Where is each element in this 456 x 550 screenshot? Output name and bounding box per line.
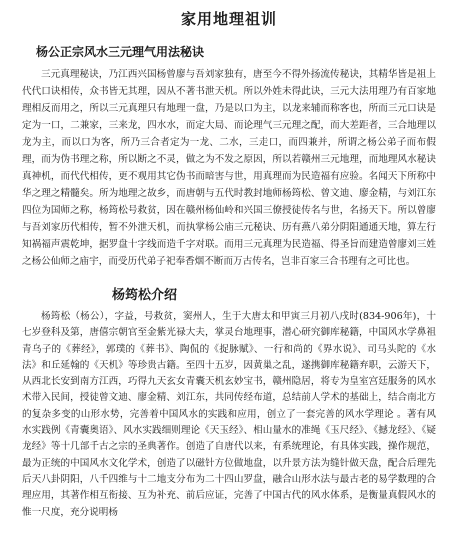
intro-paragraph: 三元真理秘诀，乃江西兴国杨曾廖与吾刘家独有，唐至今不得外扬流传秘诀，其精华皆是祖上代代口诀相传，众书皆无其理，因从不著书泄天机。所以外姓未得此诀，三元大法用理乃有百家地理相反而用之，所以三元真理只有地理一盘，乃是以口为主，以龙来辅而称客也，所而三元口诀是定为一口，二兼家，三来龙，四水水，而定大局、而论理气三元理之配，而大差距者，三合地理以龙为主，而以口为客，所乃三合者定为一龙、二水，三走口，而四兼并，所谓之杨公弟子而布假理，而为伪书理之称，所以断之不灵，做之为不发之原因，所以若赣州三元地理，而地理风水秘诀真神机，而代代相传，更不观用其它伪书而暗害与世，用真理而为民造福有应验。名闻天下所称中华之理之精髓矣。所为地理之故乡，而唐朝与五代时教封地师杨筠松、曾文迪、廖金精，与刘江东四位为国师之称，杨筠松号救贫，因在赣州杨仙岭和兴国三僚授徒传名与世，名扬天下。所以曾廖与吾刘家历代相传，暂不外泄天机，而执掌杨公庙三元秘诀、历有燕八弟分阴阳通通天地，算左行知祸福声震乾坤，据罗盘十字线而造千字对联。而用三元真理为民造福、得圣旨而建造曾廖刘三姓之杨公仙师之庙宇，而受历代弟子祀奉香烟不断而万古传名，岂非百家三合书理有之可比也。	[22, 69, 436, 267]
document-title: 家用地理祖训	[180, 10, 277, 28]
biography-paragraph: 杨筠松（杨公），字益，号救贫，窦州人，生于大唐太和甲寅三月初八戌时(834-906年)，十七岁登科及第，唐僖宗朝官至金紫光禄大夫，掌灵台地理事，潜心研究御库秘籍，中国风水学鼻祖青乌子的《葬经》，郭璞的《葬书》、陶侃的《捉脉赋》、一行和尚的《界水说》、司马头陀的《水法》和丘延翰的《天机》等珍贵古籍。至四十五岁，因黄巢之乱，遂携御库秘籍弃职，云游天下，从西北长安到南方江西，巧得九天玄女青囊天机玄妙宝书，赣州隐居，将专为皇室宫廷服务的风水术带入民间，授徒曾文迪、廖金精、刘江东，共同传经布道，总结前人学术的基础上，结合南北方的复杂多变的山形水势，完善着中国风水的实践和应用，创立了一套完善的风水学理论 。著有风水实践例《青囊奥语》、风水实践细则理论《天玉经》、相山量水的准绳《玉尺经》、《撼龙经》、《疑龙经》等十几部千古之宗的圣典著作。创造了自唐代以来，有系统理论，有具体实践，操作规范，最为正统的中国风水文化学术，创造了以磁针方位做地盘，以升景方法为缝针做天盘，配合后理先后天八卦阴阳，八千四维与十二地支分布为二十四山罗盘，融合山形水法与最古老的易学数理的合理应用，其著作相互衔接、互为补充、前后应证，完善了中国古代的风水体系，是衡量真假风水的惟一尺度，充分说明杨	[22, 311, 436, 518]
document-subtitle: 杨公正宗风水三元理气用法秘诀	[36, 45, 205, 59]
section-heading-yang-junsong: 杨筠松介绍	[112, 288, 178, 303]
